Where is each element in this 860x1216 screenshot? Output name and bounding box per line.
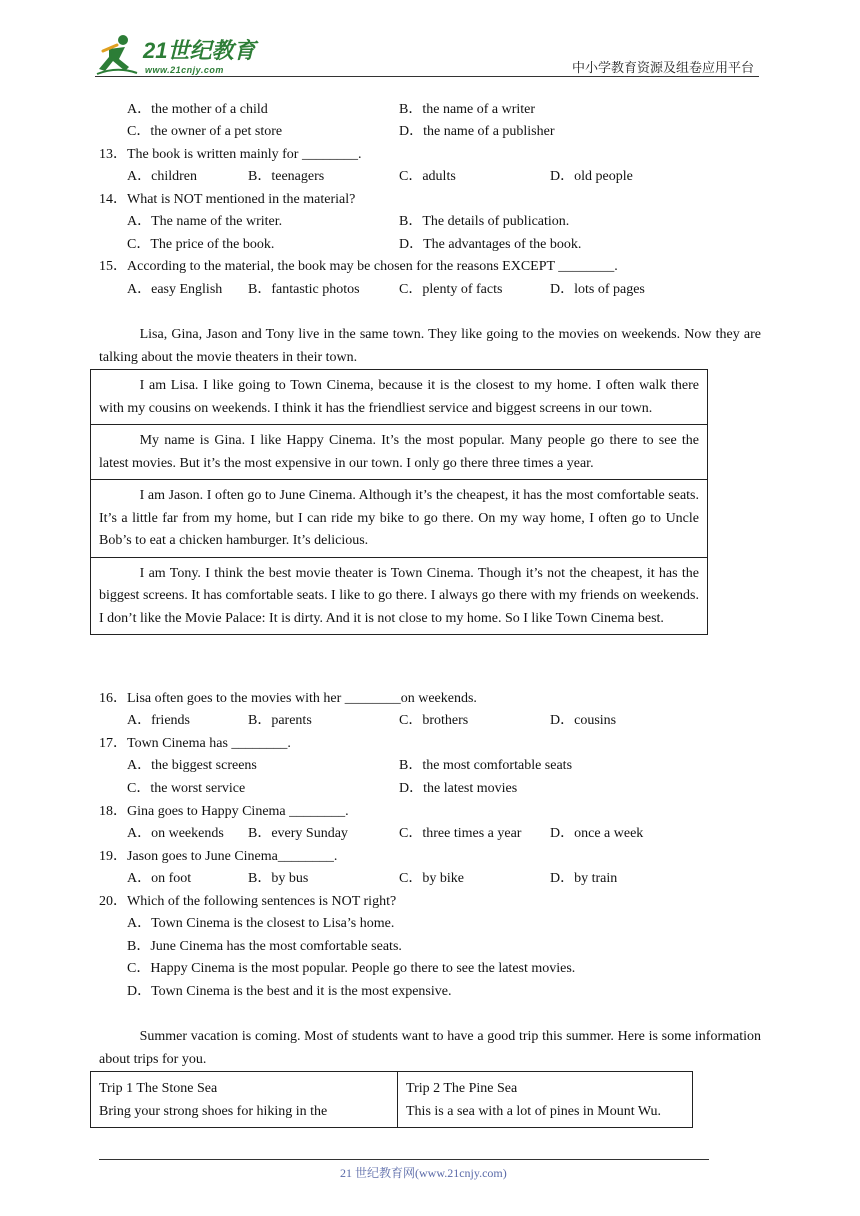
option-c: C．Happy Cinema is the most popular. People go there to see the latest movies. bbox=[127, 961, 576, 976]
question-stem: 17．Town Cinema has ________. bbox=[99, 736, 291, 751]
header-tagline: 中小学教育资源及组卷应用平台 bbox=[572, 60, 755, 75]
table-row bbox=[91, 1072, 693, 1128]
logo-url: www.21cnjy.com bbox=[145, 65, 224, 75]
option-b: B．the most comfortable seats bbox=[399, 758, 573, 773]
option-a: A．easy English bbox=[127, 282, 223, 297]
logo bbox=[95, 33, 265, 77]
trip-2-title: Trip 2 The Pine Sea bbox=[406, 1081, 518, 1096]
option-a: A．the biggest screens bbox=[127, 758, 257, 773]
option-c: C．plenty of facts bbox=[399, 282, 503, 297]
option-c: C．three times a year bbox=[399, 826, 522, 841]
option-a: A．the mother of a child bbox=[127, 102, 268, 117]
question-stem: 19．Jason goes to June Cinema________. bbox=[99, 849, 338, 864]
runner-logo-icon bbox=[95, 33, 139, 77]
trips-table bbox=[90, 1071, 693, 1128]
option-a: A．friends bbox=[127, 713, 190, 728]
option-b: B．The details of publication. bbox=[399, 214, 570, 229]
jason-box: I am Jason. I often go to June Cinema. Although it’s the cheapest, it has the most comfortable seats. It’s a little far from my home, but I can ride my bike to go there. On my way home, I often go to Uncle Bob’s to eat a chicken hamburger. It’s delicious. bbox=[91, 479, 707, 557]
question-stem: 18．Gina goes to Happy Cinema ________. bbox=[99, 804, 349, 819]
option-c: C．brothers bbox=[399, 713, 469, 728]
lisa-box: I am Lisa. I like going to Town Cinema, because it is the closest to my home. I often walk there with my cousins on weekends. I think it has the friendliest service and biggest screens in our town. bbox=[99, 378, 699, 416]
option-b: B．parents bbox=[248, 713, 312, 728]
option-b: B．fantastic photos bbox=[248, 282, 360, 297]
trip-1-title: Trip 1 The Stone Sea bbox=[99, 1081, 218, 1096]
option-d: D．cousins bbox=[550, 713, 617, 728]
footer-divider bbox=[99, 1159, 709, 1160]
option-d: D．old people bbox=[550, 169, 633, 184]
trip-1-text: Bring your strong shoes for hiking in the bbox=[99, 1103, 328, 1119]
option-a: A．children bbox=[127, 169, 197, 184]
option-a: A．on foot bbox=[127, 871, 192, 886]
passage-2-intro: Lisa, Gina, Jason and Tony live in the same town. They like going to the movies on weekends. Now they are talking about the movie theaters in their town. bbox=[99, 327, 761, 365]
tony-box: I am Tony. I think the best movie theater is Town Cinema. Though it’s not the cheapest, it has the biggest screens. It has comfortable seats. I like to go there. I always go there with my friends on weekends. I don’t like the Movie Palace: It is dirty. And it is not close to my home. So I like Town Cinema best. bbox=[91, 557, 707, 635]
passage-2-boxes bbox=[90, 369, 708, 635]
trip-2-text: This is a sea with a lot of pines in Mount Wu. bbox=[406, 1103, 662, 1119]
option-b: B．by bus bbox=[248, 871, 309, 886]
header-divider bbox=[95, 76, 759, 77]
gina-box: My name is Gina. I like Happy Cinema. It’s the most popular. Many people go there to see the latest movies. But it’s the most expensive in our town. I only go there three times a year. bbox=[91, 424, 707, 479]
option-d: D．the name of a publisher bbox=[399, 124, 555, 139]
option-c: C．The price of the book. bbox=[127, 237, 275, 252]
option-d: D．by train bbox=[550, 871, 618, 886]
question-stem: 14．What is NOT mentioned in the material? bbox=[99, 192, 356, 207]
option-a: A．on weekends bbox=[127, 826, 224, 841]
option-c: C．the owner of a pet store bbox=[127, 124, 283, 139]
option-c: C．by bike bbox=[399, 871, 464, 886]
option-d: D．lots of pages bbox=[550, 282, 645, 297]
option-a: A．The name of the writer. bbox=[127, 214, 283, 229]
question-stem: 15．According to the material, the book may be chosen for the reasons EXCEPT ________. bbox=[99, 259, 618, 274]
footer-text: 21 世纪教育网(www.21cnjy.com) bbox=[340, 1166, 507, 1180]
option-b: B．the name of a writer bbox=[399, 102, 536, 117]
option-c: C．adults bbox=[399, 169, 456, 184]
option-d: D．once a week bbox=[550, 826, 644, 841]
logo-name: 21世纪教育 bbox=[143, 38, 256, 63]
passage-3-intro: Summer vacation is coming. Most of students want to have a good trip this summer. Here is some information about trips for you. bbox=[99, 1029, 761, 1067]
option-d: D．the latest movies bbox=[399, 781, 518, 796]
question-stem: 16．Lisa often goes to the movies with her ________on weekends. bbox=[99, 691, 477, 706]
option-b: B．June Cinema has the most comfortable seats. bbox=[127, 939, 402, 954]
option-c: C．the worst service bbox=[127, 781, 246, 796]
option-d: D．Town Cinema is the best and it is the most expensive. bbox=[127, 984, 452, 999]
trip-2-cell bbox=[398, 1072, 693, 1128]
option-b: B．teenagers bbox=[248, 169, 325, 184]
question-stem: 20．Which of the following sentences is NOT right? bbox=[99, 894, 397, 909]
option-a: A．Town Cinema is the closest to Lisa’s home. bbox=[127, 916, 395, 931]
option-b: B．every Sunday bbox=[248, 826, 348, 841]
question-stem: 13．The book is written mainly for ________. bbox=[99, 147, 362, 162]
option-d: D．The advantages of the book. bbox=[399, 237, 582, 252]
trip-1-cell bbox=[91, 1072, 398, 1128]
